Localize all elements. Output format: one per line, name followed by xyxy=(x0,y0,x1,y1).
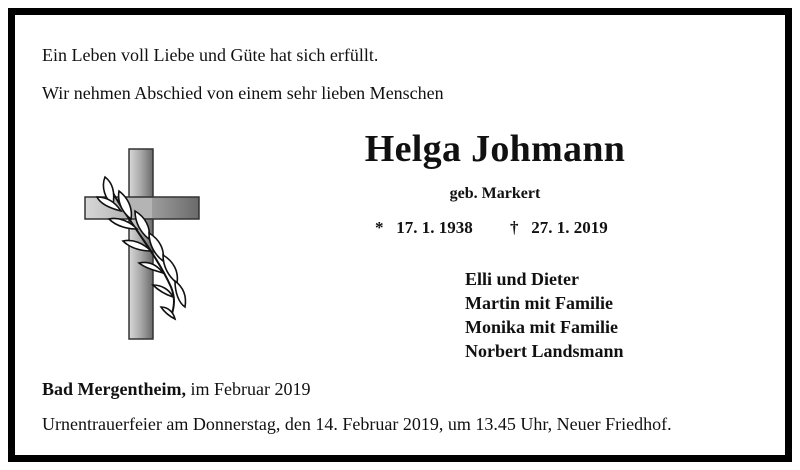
birth-symbol: * xyxy=(375,218,384,237)
place-date-line xyxy=(42,379,310,400)
mourner-item: Elli und Dieter xyxy=(465,269,580,289)
announcement-date: im Februar 2019 xyxy=(185,379,311,399)
deceased-name: Helga Johmann xyxy=(364,128,626,170)
death-date-row xyxy=(510,218,608,238)
intro-line-2: Wir nehmen Abschied von einem sehr lieben Menschen xyxy=(42,83,444,103)
place-name: Bad Mergentheim, xyxy=(42,379,186,399)
death-symbol: † xyxy=(510,218,519,237)
cross-with-palm-branch-icon xyxy=(83,147,213,347)
mourner-item: Monika mit Familie xyxy=(465,317,618,337)
maiden-name: geb. Markert xyxy=(449,185,541,202)
obituary-frame xyxy=(8,8,792,462)
death-date: 27. 1. 2019 xyxy=(531,218,608,237)
birth-date-row xyxy=(375,218,473,238)
mourner-item: Martin mit Familie xyxy=(465,293,613,313)
birth-date: 17. 1. 1938 xyxy=(396,218,473,237)
intro-line-1: Ein Leben voll Liebe und Güte hat sich erfüllt. xyxy=(42,45,379,65)
mourner-item: Norbert Landsmann xyxy=(465,341,624,361)
mourners-list xyxy=(465,267,624,363)
funeral-service-info: Urnentrauerfeier am Donnerstag, den 14. Februar 2019, um 13.45 Uhr, Neuer Friedhof. xyxy=(42,414,672,434)
